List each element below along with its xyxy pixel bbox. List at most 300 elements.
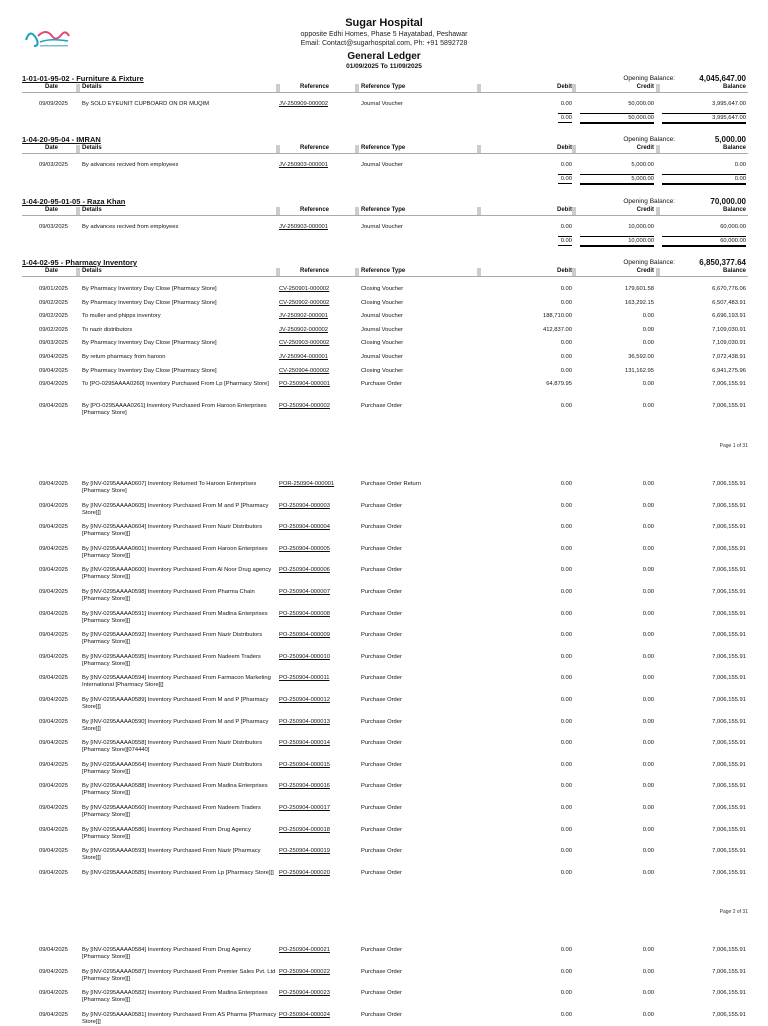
column-divider [656,207,660,215]
row-reference-type: Closing Voucher [361,367,404,374]
row-details: By [INV-0295AAAA0605] Inventory Purchased From M and P [Pharmacy Store][] [82,502,269,516]
row-balance: 6,941,275.96 [712,367,746,374]
row-reference-link[interactable]: CV-250904-000002 [279,367,330,374]
row-date: 09/04/2025 [38,783,68,790]
row-balance: 60,000.00 [720,224,746,230]
row-reference-link[interactable]: PO-250904-000021 [279,947,330,953]
row-details: By [INV-0295AAAA0607] Inventory Returned To Haroon Enterprises [Pharmacy Store] [82,481,257,494]
row-date: 09/04/2025 [38,805,68,811]
row-credit: 0.00 [642,589,654,595]
row-reference-link[interactable]: PO-250904-000009 [279,632,330,639]
row-date: 09/04/2025 [38,697,68,703]
opening-balance-label: Opening Balance: [623,136,675,143]
row-balance: 7,006,155.91 [712,381,746,388]
row-credit: 0.00 [642,848,654,855]
row-debit: 0.00 [560,481,572,487]
row-reference-type: Journal Voucher [361,224,403,230]
row-balance: 7,006,155.91 [712,968,746,975]
row-details: By [INV-0295AAAA0585] Inventory Purchased From Lp [Pharmacy Store][] [82,869,274,876]
row-debit: 64,879.95 [546,381,572,388]
column-divider [355,207,359,215]
column-header-reference_type: Reference Type [361,268,406,274]
row-details: By [INV-0295AAAA0590] Inventory Purchased From M and P [Pharmacy Store][] [82,718,269,732]
row-details: By [INV-0295AAAA0587] Inventory Purchased From Premier Sales Pvt. Ltd [Pharmacy Store][] [82,968,276,982]
row-details: By [INV-0295AAAA0600] Inventory Purchased From Al Noor Drug agency [Pharmacy Store][] [82,567,272,581]
row-date: 09/04/2025 [38,869,68,876]
row-debit: 0.00 [560,545,572,552]
row-details: By [INV-0295AAAA0598] Inventory Purchased From Pharma Chain [Pharmacy Store][] [82,589,255,602]
row-debit: 0.00 [560,610,572,617]
row-reference-link[interactable]: JV-250902-000001 [279,313,328,320]
row-debit: 0.00 [560,761,572,768]
row-details: By [INV-0295AAAA0558] Inventory Purchased From Nazir Distributors [Pharmacy Store][074440] [82,740,263,754]
row-details: By [INV-0295AAAA0595] Inventory Purchased From Nadeem Traders [Pharmacy Store][] [82,653,261,667]
row-reference-type: Purchase Order [361,675,402,682]
column-header-reference: Reference [300,84,330,90]
row-credit: 0.00 [642,990,654,997]
row-reference-type: Purchase Order [361,805,402,811]
row-reference-link[interactable]: PO-250904-000010 [279,653,330,660]
row-date: 09/04/2025 [38,826,68,833]
column-header-details: Details [82,145,102,151]
row-debit: 0.00 [560,101,572,107]
column-divider [276,268,280,276]
row-details: By advances recived from employees [82,162,179,168]
column-header-balance: Balance [722,145,746,151]
column-divider [477,84,481,92]
column-header-details: Details [82,207,102,213]
column-header-debit: Debit [557,145,572,151]
row-reference-type: Purchase Order Return [361,481,421,487]
row-date: 09/04/2025 [38,403,68,410]
row-details: By Pharmacy Inventory Day Close [Pharmacy Store] [82,286,217,292]
column-header-reference_type: Reference Type [361,145,406,151]
total-balance: 0.00 [662,174,746,185]
column-header-details: Details [82,84,102,90]
row-reference-link[interactable]: PO-250904-000003 [279,502,330,509]
row-reference-link[interactable]: PO-250904-000012 [279,697,330,703]
row-details: By [INV-0295AAAA0584] Inventory Purchased From Drug Agency [Pharmacy Store][] [82,947,251,960]
row-reference-link[interactable]: CV-250903-000002 [279,340,330,347]
row-date: 09/04/2025 [38,968,68,975]
row-debit: 0.00 [560,354,572,360]
row-reference-link[interactable]: POR-250904-000001 [279,481,335,487]
row-balance: 7,006,155.91 [712,947,746,953]
row-credit: 0.00 [642,653,654,660]
row-date: 09/04/2025 [38,545,68,552]
row-date: 09/04/2025 [38,848,68,855]
row-credit: 0.00 [642,381,654,388]
column-divider [477,268,481,276]
row-reference-link[interactable]: PO-250904-000008 [279,610,330,617]
row-details: To [PO-0295AAAA0260] Inventory Purchased From Lp [Pharmacy Store] [82,381,269,388]
row-details: By [INV-0295AAAA0604] Inventory Purchased From Nazir Distributors [Pharmacy Store][] [82,524,263,538]
row-credit: 0.00 [642,697,654,703]
row-reference-type: Purchase Order [361,697,402,703]
page-footer-2: Page 2 of 31 [719,909,748,915]
row-date: 09/04/2025 [38,524,68,531]
row-credit: 0.00 [642,783,654,790]
row-date: 09/02/2025 [38,313,68,320]
row-reference-type: Journal Voucher [361,354,403,360]
hospital-name: Sugar Hospital [345,17,423,29]
row-details: By [INV-0295AAAA0593] Inventory Purchased From Nazir [Pharmacy Store][] [82,848,261,862]
row-date: 09/02/2025 [38,299,68,306]
row-details: By [INV-0295AAAA0582] Inventory Purchased From Madina Enterprises [Pharmacy Store][] [82,990,268,1004]
column-header-debit: Debit [557,84,572,90]
row-balance: 7,006,155.91 [712,990,746,997]
row-reference-type: Purchase Order [361,403,402,410]
row-credit: 163,292.15 [624,299,654,306]
row-balance: 7,006,155.91 [712,502,746,509]
total-debit: 0.00 [558,236,572,246]
total-debit: 0.00 [558,113,572,123]
row-reference-link[interactable]: JV-250909-000002 [279,101,328,107]
column-header-credit: Credit [636,268,654,274]
opening-balance-label: Opening Balance: [623,198,675,205]
opening-balance-value: 6,850,377.64 [699,258,746,267]
row-details: To muller and phipps inventory [82,313,161,320]
row-credit: 10,000.00 [628,224,654,230]
row-credit: 0.00 [642,326,654,333]
column-header-row [22,145,748,154]
row-balance: 7,006,155.91 [712,761,746,768]
row-details: By [INV-0295AAAA0594] Inventory Purchased From Farmacon Marketing International [Pharmacy Store][] [82,675,271,689]
row-credit: 0.00 [642,761,654,768]
row-reference-link[interactable]: PO-250904-000005 [279,545,330,552]
row-date: 09/04/2025 [38,589,68,595]
row-reference-type: Purchase Order [361,740,402,747]
row-reference-link[interactable]: PO-250904-000022 [279,968,330,975]
row-reference-link[interactable]: PO-250904-000015 [279,761,330,768]
hospital-address: opposite Edhi Homes, Phase 5 Hayatabad, Peshawar [300,31,468,38]
row-reference-link[interactable]: PO-250904-000016 [279,783,330,790]
total-credit: 5,000.00 [580,174,654,185]
row-balance: 7,006,155.91 [712,869,746,876]
row-debit: 0.00 [560,653,572,660]
column-divider [276,207,280,215]
row-credit: 131,162.95 [624,367,654,374]
row-balance: 7,006,155.91 [712,589,746,595]
hospital-contact: Email: Contact@sugarhospital.com, Ph: +91 5892728 [300,40,468,47]
opening-balance-label: Opening Balance: [623,75,675,82]
row-balance: 0.00 [734,162,746,168]
row-debit: 0.00 [560,990,572,997]
row-debit: 0.00 [560,947,572,953]
column-divider [276,84,280,92]
row-debit: 0.00 [560,224,572,230]
row-balance: 6,696,193.91 [712,313,746,320]
column-header-balance: Balance [722,207,746,213]
report-title: General Ledger [347,51,421,62]
row-details: By [INV-0295AAAA0581] Inventory Purchased From AS Pharma [Pharmacy Store][] [82,1011,277,1025]
row-balance: 7,006,155.91 [712,848,746,855]
account-section [22,135,748,155]
row-debit: 0.00 [560,848,572,855]
row-credit: 36,592.00 [628,354,654,360]
row-reference-link[interactable]: JV-250904-000001 [279,354,328,360]
row-reference-type: Purchase Order [361,502,402,509]
row-reference-type: Purchase Order [361,545,402,552]
row-date: 09/04/2025 [38,761,68,768]
row-credit: 0.00 [642,524,654,531]
column-divider [276,145,280,153]
column-divider [76,207,80,215]
row-details: By [INV-0295AAAA0586] Inventory Purchased From Drug Agency [Pharmacy Store][] [82,826,251,840]
column-divider [572,145,576,153]
row-reference-link[interactable]: PO-250904-000020 [279,869,330,876]
row-balance: 7,006,155.91 [712,740,746,747]
row-reference-type: Purchase Order [361,947,402,953]
account-section [22,258,748,278]
row-reference-link[interactable]: JV-250903-000001 [279,162,328,168]
row-debit: 0.00 [560,869,572,876]
row-debit: 0.00 [560,286,572,292]
row-balance: 7,109,030.91 [712,340,746,347]
row-debit: 0.00 [560,1011,572,1018]
row-details: By [INV-0295AAAA0591] Inventory Purchased From Madina Enterprises [Pharmacy Store][] [82,610,268,624]
row-debit: 0.00 [560,826,572,833]
row-balance: 6,507,483.91 [712,299,746,306]
row-reference-type: Purchase Order [361,848,402,855]
row-details: To nazir distributors [82,326,133,333]
row-date: 09/03/2025 [38,224,68,230]
row-balance: 7,006,155.91 [712,805,746,811]
row-date: 09/04/2025 [38,990,68,997]
row-date: 09/03/2025 [38,340,68,347]
column-header-credit: Credit [636,145,654,151]
row-credit: 0.00 [642,340,654,347]
row-reference-type: Purchase Order [361,826,402,833]
column-header-details: Details [82,268,102,274]
row-debit: 0.00 [560,697,572,703]
row-reference-link[interactable]: CV-250902-000002 [279,299,330,306]
page-footer-1: Page 1 of 31 [719,443,748,449]
row-date: 09/01/2025 [38,286,68,292]
row-balance: 7,109,030.91 [712,326,746,333]
row-date: 09/03/2025 [38,162,68,168]
row-reference-type: Purchase Order [361,968,402,975]
row-date: 09/09/2025 [38,101,68,107]
row-debit: 0.00 [560,632,572,639]
row-reference-link[interactable]: PO-250904-000014 [279,740,330,747]
row-details: By [INV-0295AAAA0564] Inventory Purchased From Nazir Distributors [Pharmacy Store][] [82,761,263,775]
row-balance: 7,006,155.91 [712,697,746,703]
row-debit: 0.00 [560,524,572,531]
row-date: 09/04/2025 [38,502,68,509]
row-reference-type: Closing Voucher [361,340,404,347]
column-divider [572,268,576,276]
row-details: By [INV-0295AAAA0560] Inventory Purchased From Nadeem Traders [Pharmacy Store][] [82,805,261,818]
total-balance: 60,000.00 [662,236,746,247]
row-balance: 7,006,155.91 [712,567,746,574]
opening-balance-value: 70,000.00 [710,197,746,206]
column-divider [656,145,660,153]
column-header-date: Date [44,207,58,213]
row-credit: 0.00 [642,968,654,975]
row-reference-type: Purchase Order [361,718,402,725]
column-header-debit: Debit [557,207,572,213]
column-header-balance: Balance [722,268,746,274]
account-title: 1-01-01-95-02 - Furniture & Fixture [22,74,144,83]
account-title: 1-04-02-95 - Pharmacy Inventory [22,258,138,267]
row-reference-type: Purchase Order [361,589,402,595]
row-details: By [INV-0295AAAA0588] Inventory Purchased From Madina Enterprises [Pharmacy Store][] [82,783,268,797]
row-balance: 7,006,155.91 [712,610,746,617]
row-credit: 0.00 [642,718,654,725]
row-reference-link[interactable]: PO-250904-000013 [279,718,330,725]
row-credit: 0.00 [642,947,654,953]
row-debit: 188,710.00 [542,313,572,320]
column-divider [656,268,660,276]
row-credit: 5,000.00 [631,162,654,168]
total-credit: 10,000.00 [580,236,654,247]
row-date: 09/04/2025 [38,632,68,639]
column-divider [355,145,359,153]
column-header-row [22,84,748,93]
opening-balance-value: 5,000.00 [714,135,746,144]
row-reference-link[interactable]: PO-250904-000006 [279,567,330,574]
column-header-date: Date [44,145,58,151]
row-reference-link[interactable]: PO-250904-000024 [279,1011,330,1018]
row-reference-type: Journal Voucher [361,162,403,168]
account-title: 1-04-20-95-04 - IMRAN [22,135,101,144]
column-header-reference: Reference [300,145,330,151]
column-header-debit: Debit [557,268,572,274]
total-debit: 0.00 [558,174,572,184]
row-reference-type: Closing Voucher [361,286,404,292]
row-details: By SOLD EYEUNIT CUPBOARD ON DR MUQIM [82,101,210,107]
row-credit: 50,000.00 [628,101,654,107]
column-divider [477,145,481,153]
row-debit: 0.00 [560,367,572,374]
row-credit: 0.00 [642,826,654,833]
row-reference-link[interactable]: PO-250904-000019 [279,848,330,855]
row-reference-link[interactable]: PO-250904-000018 [279,826,330,833]
column-divider [76,145,80,153]
row-balance: 7,006,155.91 [712,653,746,660]
row-credit: 0.00 [642,313,654,320]
column-header-credit: Credit [636,207,654,213]
row-balance: 7,006,155.91 [712,403,746,410]
row-reference-link[interactable]: PO-250904-000007 [279,589,330,595]
row-details: By [INV-0295AAAA0601] Inventory Purchased From Haroon Enterprises [Pharmacy Store][] [82,545,268,559]
column-header-row [22,268,748,277]
row-date: 09/04/2025 [38,675,68,682]
row-reference-type: Journal Voucher [361,101,403,107]
row-balance: 3,995,647.00 [712,101,746,107]
row-credit: 0.00 [642,675,654,682]
row-reference-type: Purchase Order [361,990,402,997]
row-date: 09/04/2025 [38,367,68,374]
column-header-reference: Reference [300,268,330,274]
column-header-reference: Reference [300,207,330,213]
column-divider [76,84,80,92]
row-reference-link[interactable]: PO-250904-000017 [279,805,330,811]
row-credit: 0.00 [642,805,654,811]
row-balance: 7,006,155.91 [712,718,746,725]
row-reference-type: Purchase Order [361,632,402,639]
column-divider [572,207,576,215]
row-reference-link[interactable]: PO-250904-000004 [279,524,330,531]
column-header-reference_type: Reference Type [361,84,406,90]
row-reference-link[interactable]: PO-250904-000023 [279,990,330,997]
row-debit: 0.00 [560,403,572,410]
row-reference-type: Journal Voucher [361,313,403,320]
row-details: By Pharmacy Inventory Day Close [Pharmacy Store] [82,340,217,347]
row-reference-link[interactable]: JV-250902-000002 [279,326,328,333]
row-credit: 0.00 [642,567,654,574]
row-details: By advances recived from employees [82,224,179,230]
row-reference-type: Purchase Order [361,610,402,617]
row-balance: 7,006,155.91 [712,632,746,639]
row-debit: 0.00 [560,340,572,347]
row-balance: 7,006,155.91 [712,783,746,790]
row-reference-link[interactable]: CV-250901-000002 [279,286,330,292]
row-credit: 0.00 [642,610,654,617]
row-details: By [PO-0295AAAA0261] Inventory Purchased From Haroon Enterprises [Pharmacy Store] [82,403,267,417]
row-date: 09/04/2025 [38,1011,68,1018]
column-divider [355,84,359,92]
column-divider [656,84,660,92]
row-credit: 0.00 [642,502,654,509]
row-date: 09/04/2025 [38,354,68,360]
column-header-balance: Balance [722,84,746,90]
column-header-row [22,207,748,216]
column-divider [477,207,481,215]
column-header-date: Date [44,268,58,274]
row-debit: 0.00 [560,675,572,682]
row-date: 09/04/2025 [38,381,68,388]
row-debit: 0.00 [560,718,572,725]
row-reference-link[interactable]: PO-250904-000002 [279,403,330,410]
column-divider [572,84,576,92]
row-balance: 7,006,155.91 [712,545,746,552]
row-reference-type: Journal Voucher [361,326,403,333]
column-header-reference_type: Reference Type [361,207,406,213]
row-date: 09/04/2025 [38,947,68,953]
row-credit: 0.00 [642,632,654,639]
row-date: 09/04/2025 [38,653,68,660]
row-debit: 0.00 [560,740,572,747]
row-date: 09/04/2025 [38,610,68,617]
row-debit: 0.00 [560,783,572,790]
row-reference-link[interactable]: PO-250904-000001 [279,381,330,388]
row-date: 09/04/2025 [38,567,68,574]
row-debit: 0.00 [560,968,572,975]
row-balance: 7,006,155.91 [712,481,746,487]
row-credit: 0.00 [642,740,654,747]
row-credit: 0.00 [642,481,654,487]
row-debit: 0.00 [560,162,572,168]
total-balance: 3,995,647.00 [662,113,746,124]
row-balance: 7,006,155.91 [712,675,746,682]
row-date: 09/02/2025 [38,326,68,333]
column-header-date: Date [44,84,58,90]
row-details: By return pharmacy from haroon [82,354,166,360]
row-date: 09/04/2025 [38,718,68,725]
account-section [22,197,748,217]
row-date: 09/04/2025 [38,481,68,487]
row-reference-link[interactable]: JV-250903-000001 [279,224,328,230]
row-reference-type: Closing Voucher [361,299,404,306]
row-details: By Pharmacy Inventory Day Close [Pharmacy Store] [82,367,217,374]
row-reference-type: Purchase Order [361,653,402,660]
row-balance: 7,006,155.91 [712,1011,746,1018]
row-reference-type: Purchase Order [361,761,402,768]
row-details: By [INV-0295AAAA0592] Inventory Purchased From Nazir Distributors [Pharmacy Store][] [82,632,263,646]
row-reference-link[interactable]: PO-250904-000011 [279,675,330,682]
